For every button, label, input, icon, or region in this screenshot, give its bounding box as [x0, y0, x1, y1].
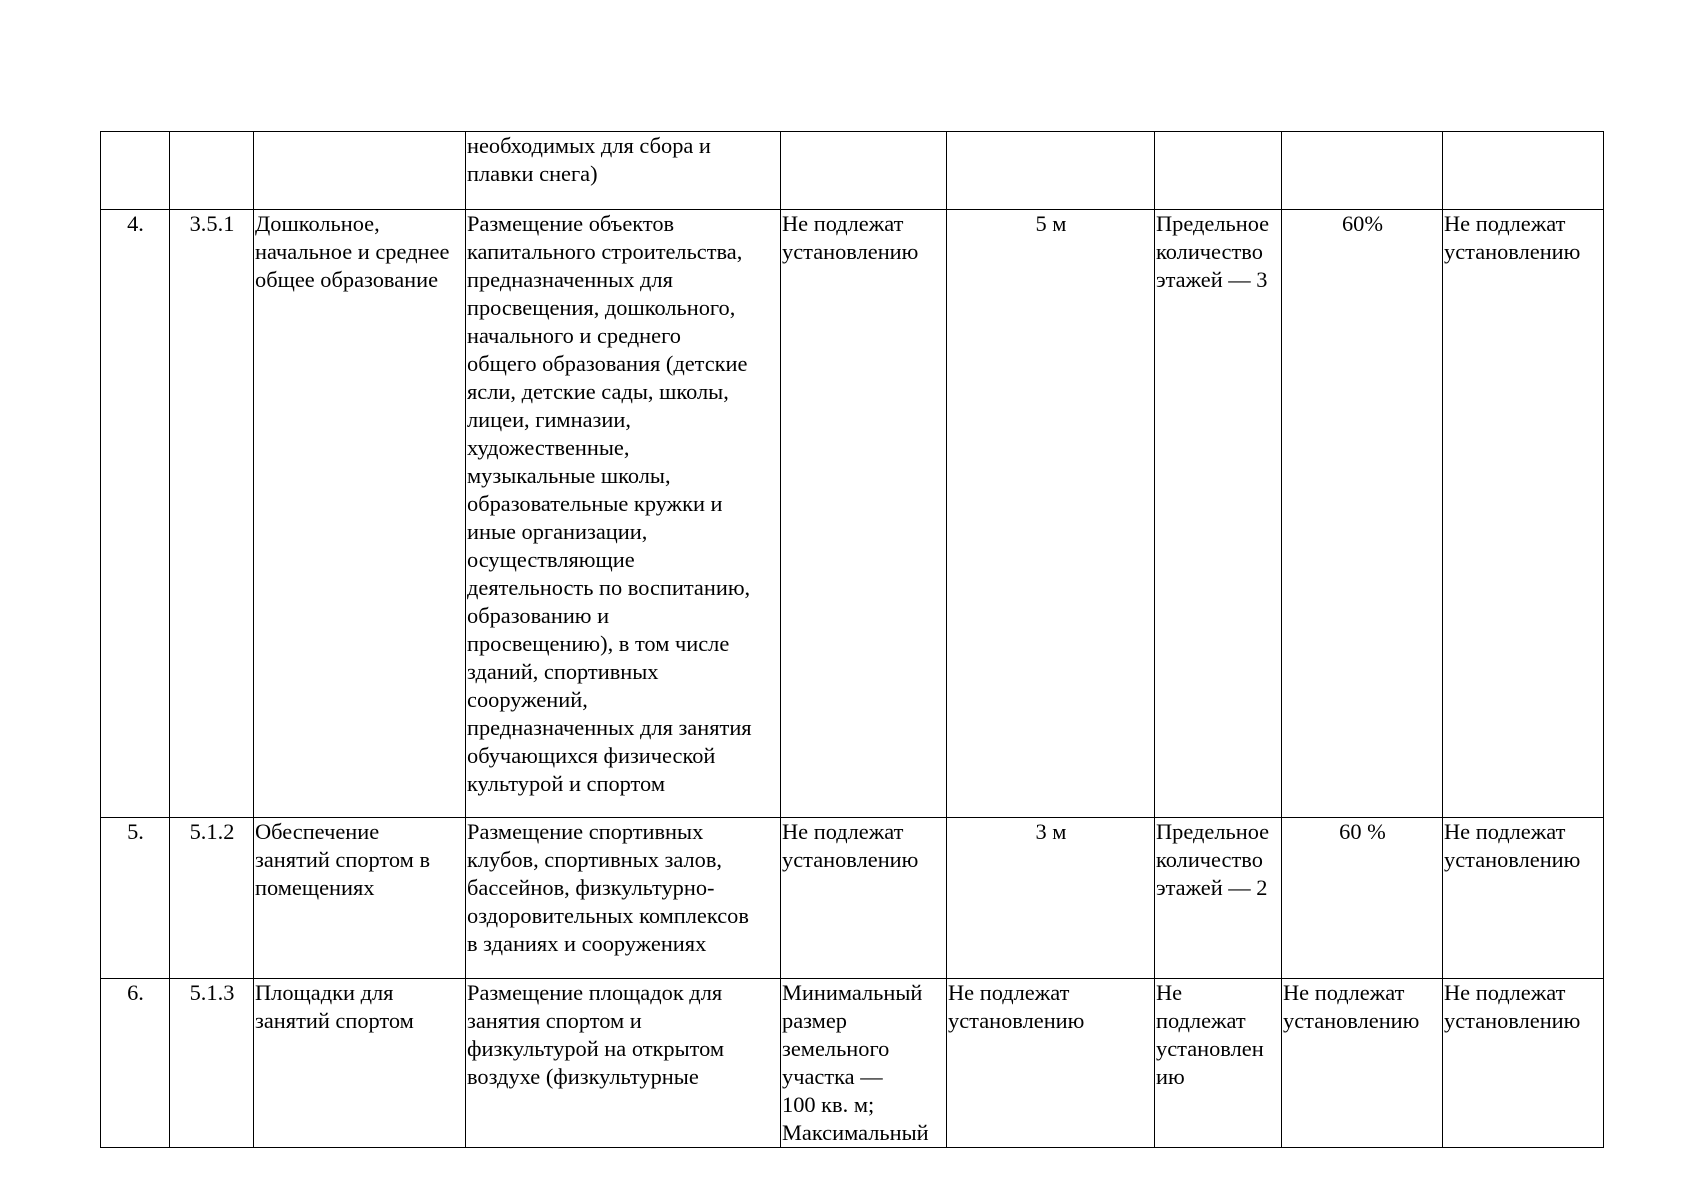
cell-coverage: 60% [1282, 210, 1443, 818]
cell-setback: 5 м [947, 210, 1155, 818]
cell-setback: 3 м [947, 818, 1155, 979]
cell-other: Не подлежат установлению [1443, 818, 1604, 979]
cell-setback: Не подлежат установлению [947, 979, 1155, 1148]
cell-description: Размещение объектов капитального строительства, предназначенных для просвещения, дошкольного, начального и среднего общего образования (детские ясли, детские сады, школы, лицеи, гимназии, художественные, музыкальные школы, образовательные кружки и иные организации, осуществляющие деятельность по воспитанию, образованию и просвещению), в том числе зданий, спортивных сооружений, предназначенных для занятия обучающихся физической культурой и спортом [466, 210, 781, 818]
cell-coverage: 60 % [1282, 818, 1443, 979]
regulations-table [100, 131, 1604, 1148]
table-row [101, 979, 1604, 1148]
cell-code: 3.5.1 [170, 210, 254, 818]
cell-floors: Предельное количество этажей — 3 [1155, 210, 1282, 818]
cell-use-name: Обеспечение занятий спортом в помещениях [254, 818, 466, 979]
cell-other [1443, 132, 1604, 210]
cell-floors [1155, 132, 1282, 210]
cell-code [170, 132, 254, 210]
cell-other: Не подлежат установлению [1443, 979, 1604, 1148]
cell-number: 6. [101, 979, 170, 1148]
cell-setback [947, 132, 1155, 210]
cell-coverage [1282, 132, 1443, 210]
cell-floors: Не подлежат установлен ию [1155, 979, 1282, 1148]
cell-plot-size [781, 132, 947, 210]
cell-use-name [254, 132, 466, 210]
cell-plot-size: Не подлежат установлению [781, 210, 947, 818]
cell-other: Не подлежат установлению [1443, 210, 1604, 818]
cell-description: Размещение спортивных клубов, спортивных залов, бассейнов, физкультурно- оздоровительных комплексов в зданиях и сооружениях [466, 818, 781, 979]
table-row [101, 210, 1604, 818]
cell-use-name: Площадки для занятий спортом [254, 979, 466, 1148]
cell-coverage: Не подлежат установлению [1282, 979, 1443, 1148]
cell-floors: Предельное количество этажей — 2 [1155, 818, 1282, 979]
table-row [101, 818, 1604, 979]
cell-description: Размещение площадок для занятия спортом и физкультурой на открытом воздухе (физкультурные [466, 979, 781, 1148]
cell-number [101, 132, 170, 210]
cell-code: 5.1.2 [170, 818, 254, 979]
table-row [101, 132, 1604, 210]
cell-plot-size: Не подлежат установлению [781, 818, 947, 979]
cell-plot-size: Минимальный размер земельного участка — 100 кв. м; Максимальный [781, 979, 947, 1148]
cell-code: 5.1.3 [170, 979, 254, 1148]
cell-number: 4. [101, 210, 170, 818]
cell-number: 5. [101, 818, 170, 979]
cell-use-name: Дошкольное, начальное и среднее общее образование [254, 210, 466, 818]
cell-description: необходимых для сбора и плавки снега) [466, 132, 781, 210]
